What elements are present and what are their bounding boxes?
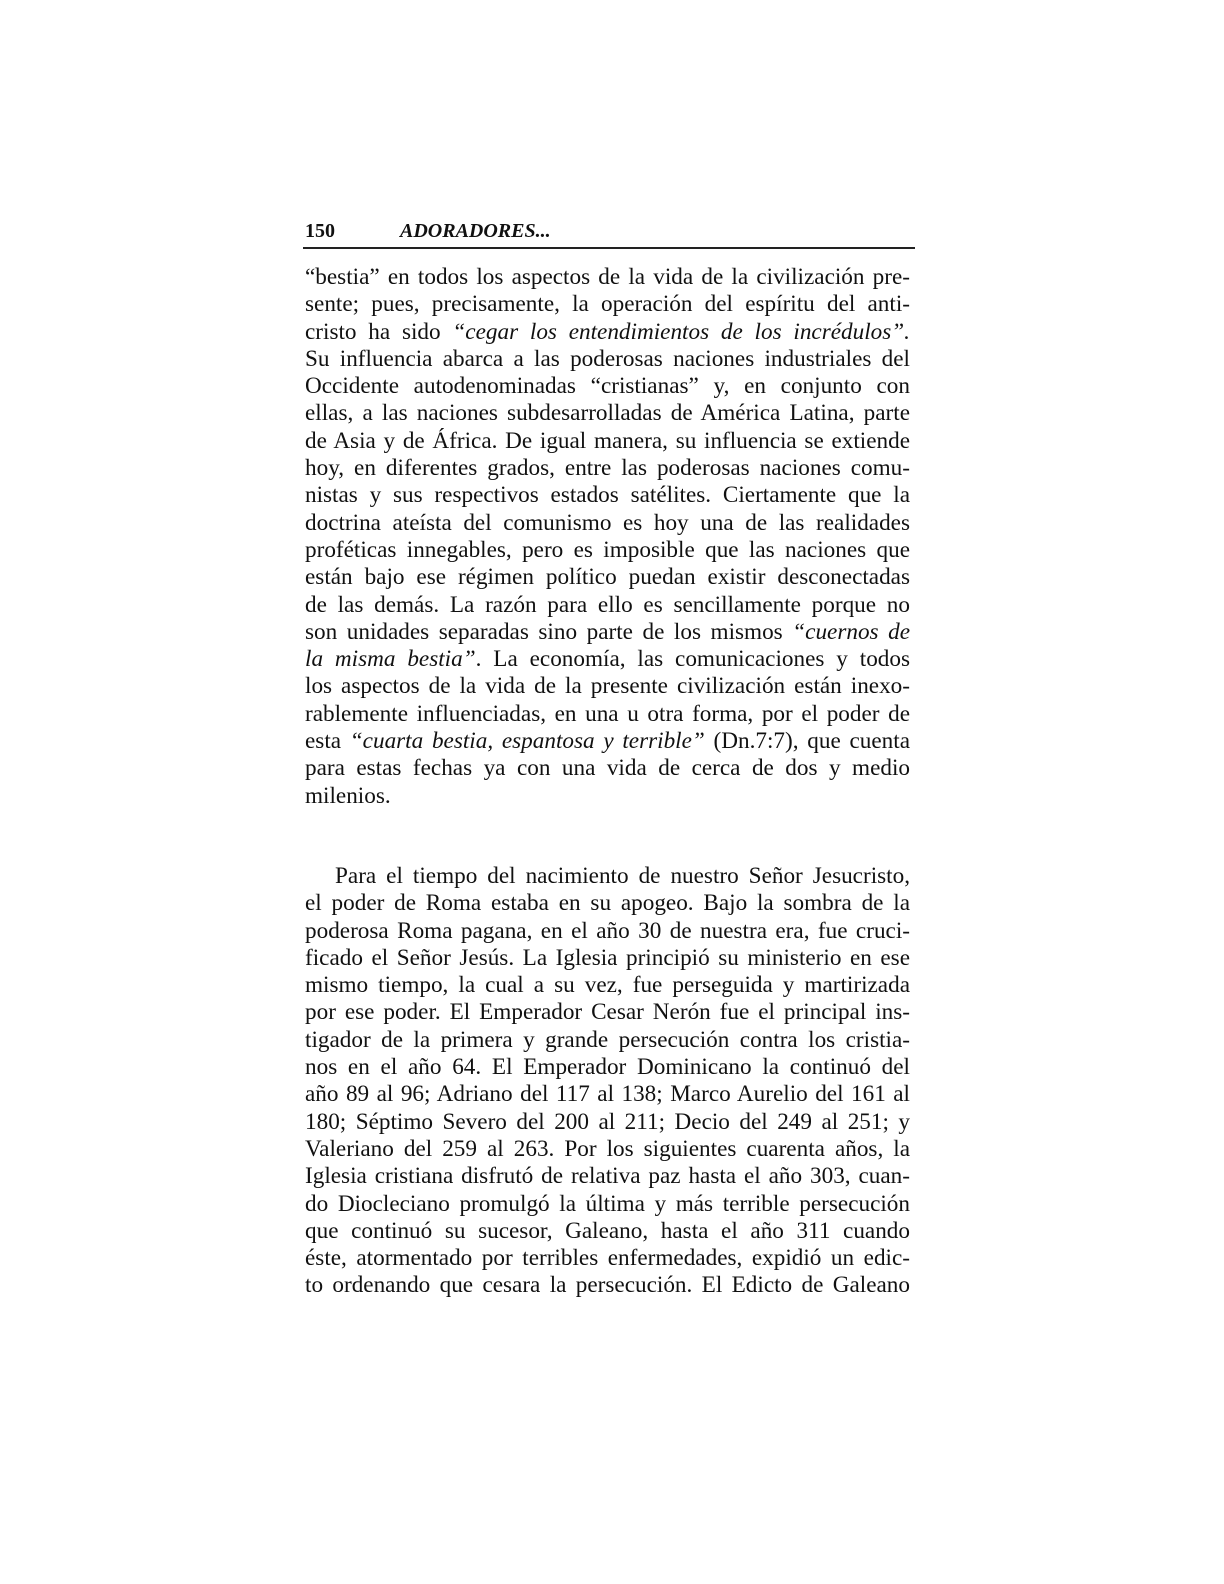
text-run: milenios. xyxy=(305,782,391,809)
paragraph-gap xyxy=(305,810,910,863)
text-run: el poder de Roma estaba en su apogeo. Bajo la sombra de la xyxy=(305,890,910,917)
text-line xyxy=(305,592,910,619)
text-run: son unidades separadas sino parte de los mismos xyxy=(305,618,793,645)
text-run: éste, atormentado por terribles enfermedades, expidió un edic- xyxy=(305,1245,910,1272)
text-run: por ese poder. El Emperador Cesar Nerón fue el principal ins- xyxy=(305,999,910,1026)
text-run: Iglesia cristiana disfrutó de relativa paz hasta el año 303, cuan- xyxy=(305,1163,910,1190)
text-run: ficado el Señor Jesús. La Iglesia principió su ministerio en ese xyxy=(305,944,910,971)
text-run: de las demás. La razón para ello es sencillamente porque no xyxy=(305,591,910,618)
text-line xyxy=(305,890,910,917)
text-run: ellas, a las naciones subdesarrolladas de América Latina, parte xyxy=(305,400,910,427)
text-line xyxy=(305,482,910,509)
text-run: sente; pues, precisamente, la operación del espíritu del anti- xyxy=(305,291,910,318)
text-line xyxy=(305,783,910,810)
text-run: 180; Séptimo Severo del 200 al 211; Decio del 249 al 251; y xyxy=(305,1108,910,1135)
text-run: nos en el año 64. El Emperador Dominicano la continuó del xyxy=(305,1054,910,1081)
text-line xyxy=(305,1191,910,1218)
text-line xyxy=(305,373,910,400)
text-run: to ordenando que cesara la persecución. El Edicto de Galeano xyxy=(305,1272,910,1299)
text-run: Su influencia abarca a las poderosas naciones industriales del xyxy=(305,345,910,372)
text-line xyxy=(305,1136,910,1163)
text-line xyxy=(305,972,910,999)
text-run: año 89 al 96; Adriano del 117 al 138; Marco Aurelio del 161 al xyxy=(305,1081,910,1108)
text-line xyxy=(305,291,910,318)
text-line xyxy=(305,701,910,728)
text-line xyxy=(305,673,910,700)
text-run: . La economía, las comunicaciones y todos xyxy=(475,646,911,673)
text-run: Occidente autodenominadas “cristianas” y, en conjunto con xyxy=(305,373,910,400)
italic-quote: la misma bestia” xyxy=(305,646,476,673)
text-line xyxy=(305,1109,910,1136)
text-line xyxy=(305,945,910,972)
text-run: esta xyxy=(305,728,350,755)
text-run: están bajo ese régimen político puedan existir desconectadas xyxy=(305,564,910,591)
text-line xyxy=(305,1081,910,1108)
header-rule xyxy=(303,247,915,249)
text-line xyxy=(305,400,910,427)
text-run: hoy, en diferentes grados, entre las poderosas naciones comu- xyxy=(305,455,910,482)
text-line xyxy=(305,1272,910,1299)
italic-quote: “cuarta bestia, espantosa y terrible” xyxy=(349,728,705,755)
text-run: que continuó su sucesor, Galeano, hasta el año 311 cuando xyxy=(305,1217,910,1244)
text-line xyxy=(305,1245,910,1272)
text-run: (Dn.7:7), que cuenta xyxy=(704,728,910,755)
italic-quote: “cegar los entendimientos de los incrédulos”. xyxy=(452,318,910,345)
paragraph xyxy=(305,863,910,1300)
text-run: mismo tiempo, la cual a su vez, fue perseguida y martirizada xyxy=(305,972,910,999)
text-line xyxy=(305,1054,910,1081)
text-run: de Asia y de África. De igual manera, su influencia se extiende xyxy=(305,427,910,454)
text-line xyxy=(305,999,910,1026)
running-header xyxy=(305,218,915,244)
text-line xyxy=(305,1163,910,1190)
text-run: do Diocleciano promulgó la última y más terrible persecución xyxy=(305,1190,910,1217)
text-run: para estas fechas ya con una vida de cerca de dos y medio xyxy=(305,755,910,782)
text-run: nistas y sus respectivos estados satélites. Ciertamente que la xyxy=(305,482,910,509)
text-line xyxy=(305,564,910,591)
text-line xyxy=(305,646,910,673)
text-line xyxy=(305,728,910,755)
text-run: Para el tiempo del nacimiento de nuestro Señor Jesucristo, xyxy=(335,862,910,889)
text-run: rablemente influenciadas, en una u otra forma, por el poder de xyxy=(305,700,910,727)
text-run: proféticas innegables, pero es imposible que las naciones que xyxy=(305,536,910,563)
text-run: los aspectos de la vida de la presente civilización están inexo- xyxy=(305,673,910,700)
text-line xyxy=(305,264,910,291)
text-line xyxy=(305,455,910,482)
text-line xyxy=(305,1218,910,1245)
text-line xyxy=(305,428,910,455)
text-run: “bestia” en todos los aspectos de la vida de la civilización pre- xyxy=(305,264,910,290)
text-line xyxy=(305,918,910,945)
paragraph xyxy=(305,264,910,810)
text-run: cristo ha sido xyxy=(305,318,453,345)
text-line xyxy=(305,346,910,373)
text-line xyxy=(305,755,910,782)
text-line xyxy=(305,319,910,346)
text-line xyxy=(305,1027,910,1054)
running-title: ADORADORES... xyxy=(400,220,551,242)
text-line xyxy=(305,619,910,646)
text-line xyxy=(305,537,910,564)
page-number: 150 xyxy=(305,220,335,242)
body-text xyxy=(305,264,910,1300)
italic-quote: “cuernos de xyxy=(792,618,910,645)
text-line xyxy=(305,863,910,890)
text-run: doctrina ateísta del comunismo es hoy una de las realidades xyxy=(305,509,910,536)
text-run: tigador de la primera y grande persecución contra los cristia- xyxy=(305,1026,910,1053)
text-run: Valeriano del 259 al 263. Por los siguientes cuarenta años, la xyxy=(305,1135,910,1162)
text-run: poderosa Roma pagana, en el año 30 de nuestra era, fue cruci- xyxy=(305,917,910,944)
text-line xyxy=(305,510,910,537)
